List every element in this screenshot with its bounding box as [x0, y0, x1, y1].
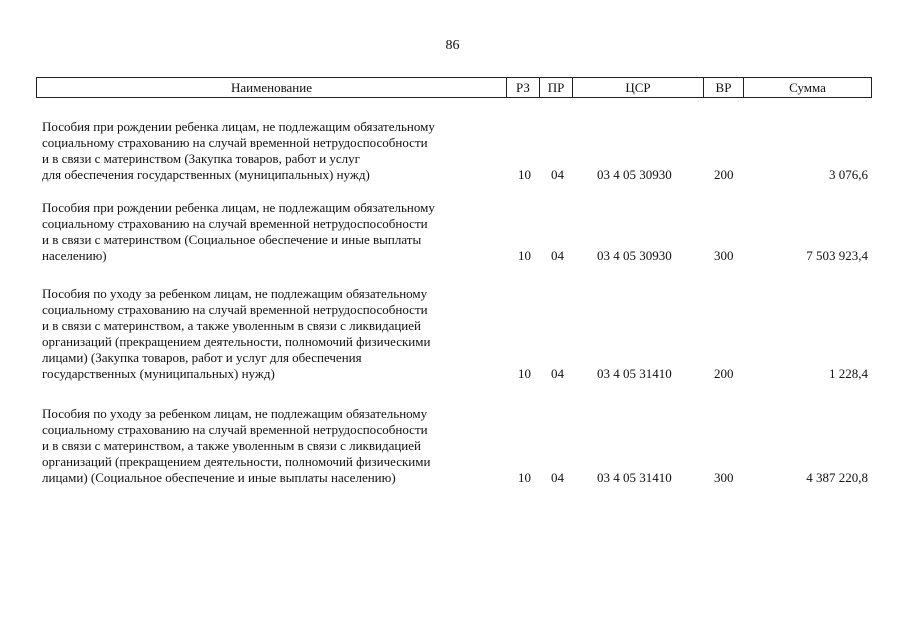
header-rz: РЗ	[507, 78, 540, 97]
row-name: Пособия при рождении ребенка лицам, не подлежащим обязательному социальному страхованию на случай временной нетрудоспособности и в связи с материнством (Социальное обеспечение и иные выплаты населению)	[42, 200, 435, 263]
table-row	[42, 200, 872, 264]
row-rz: 10	[518, 470, 531, 485]
table-row	[42, 286, 872, 382]
row-rz: 10	[518, 366, 531, 381]
row-rz: 10	[518, 248, 531, 263]
row-sum: 7 503 923,4	[806, 248, 868, 263]
row-sum: 1 228,4	[829, 366, 868, 381]
row-rz: 10	[518, 167, 531, 182]
header-name: Наименование	[37, 78, 507, 97]
row-csr: 03 4 05 31410	[597, 470, 672, 485]
row-vr: 300	[714, 248, 734, 263]
table-header	[36, 77, 872, 98]
row-name: Пособия по уходу за ребенком лицам, не подлежащим обязательному социальному страхованию на случай временной нетрудоспособности и в связи с материнством, а также уволенным в связи с ликвидацией организаций (прекращением деятельности, полномочий физическими лицами) (Закупка товаров, работ и услуг для обеспечения государственных (муниципальных) нужд)	[42, 286, 431, 381]
row-pr: 04	[551, 470, 564, 485]
table-row	[42, 119, 872, 183]
header-csr: ЦСР	[573, 78, 704, 97]
header-pr: ПР	[540, 78, 573, 97]
row-sum: 4 387 220,8	[806, 470, 868, 485]
row-vr: 200	[714, 366, 734, 381]
page-number: 86	[445, 38, 460, 53]
row-sum: 3 076,6	[829, 167, 868, 182]
header-vr: ВР	[704, 78, 744, 97]
row-csr: 03 4 05 31410	[597, 366, 672, 381]
row-pr: 04	[551, 167, 564, 182]
row-csr: 03 4 05 30930	[597, 248, 672, 263]
row-name: Пособия по уходу за ребенком лицам, не подлежащим обязательному социальному страхованию на случай временной нетрудоспособности и в связи с материнством, а также уволенным в связи с ликвидацией организаций (прекращением деятельности, полномочий физическими лицами) (Социальное обеспечение и иные выплаты населению)	[42, 406, 431, 485]
row-vr: 300	[714, 470, 734, 485]
table-row	[42, 406, 872, 486]
row-name: Пособия при рождении ребенка лицам, не подлежащим обязательному социальному страхованию на случай временной нетрудоспособности и в связи с материнством (Закупка товаров, работ и услуг для обеспечения государственных (муниципальных) нужд)	[42, 119, 435, 182]
row-csr: 03 4 05 30930	[597, 167, 672, 182]
row-vr: 200	[714, 167, 734, 182]
header-sum: Сумма	[789, 79, 826, 95]
row-pr: 04	[551, 366, 564, 381]
row-pr: 04	[551, 248, 564, 263]
